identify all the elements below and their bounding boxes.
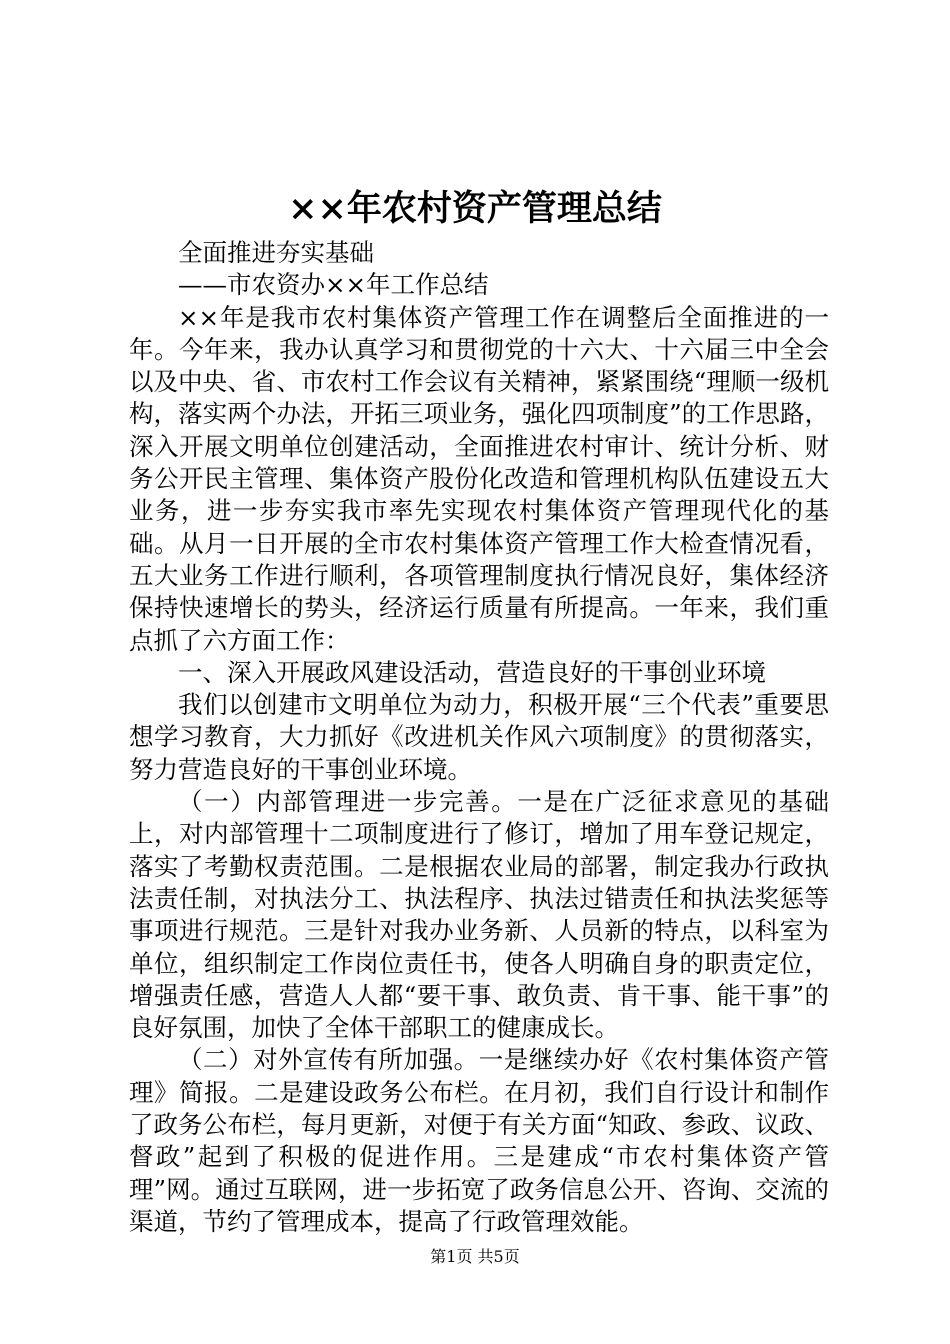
page-number-footer: 第1页 共5页	[430, 1247, 520, 1266]
document-title: ××年农村资产管理总结	[288, 188, 662, 229]
subtitle-line: 全面推进夯实基础	[178, 238, 374, 267]
section-heading-1: 一、深入开展政风建设活动，营造良好的干事创业环境	[178, 657, 766, 687]
subtitle-source-line: ——市农资办××年工作总结	[178, 270, 489, 300]
paragraph-section-1: 我们以创建市文明单位为动力，积极开展“三个代表”重要思想学习教育，大力抓好《改进机关作风六项制度》的贯彻落实，努力营造良好的干事创业环境。	[129, 690, 829, 784]
document-body	[129, 237, 829, 1238]
paragraph-subsection-2: （二）对外宣传有所加强。一是继续办好《农村集体资产管理》简报。二是建设政务公布栏。在月初，我们自行设计和制作了政务公布栏，每月更新，对便于有关方面“知政、参政、议政、督政”起到了积极的促进作用。三是建成“市农村集体资产管理”网。通过互联网，进一步拓宽了政务信息公开、咨询、交流的渠道，节约了管理成本，提高了行政管理效能。	[129, 1045, 829, 1236]
paragraph-intro: ××年是我市农村集体资产管理工作在调整后全面推进的一年。今年来，我办认真学习和贯彻党的十六大、十六届三中全会以及中央、省、市农村工作会议有关精神，紧紧围绕“理顺一级机构，落实两个办法，开拓三项业务，强化四项制度”的工作思路，深入开展文明单位创建活动，全面推进农村审计、统计分析、财务公开民主管理、集体资产股份化改造和管理机构队伍建设五大业务，进一步夯实我市率先实现农村集体资产管理现代化的基础。从月一日开展的全市农村集体资产管理工作大检查情况看，五大业务工作进行顺利，各项管理制度执行情况良好，集体经济保持快速增长的势头，经济运行质量有所提高。一年来，我们重点抓了六方面工作：	[129, 302, 829, 655]
paragraph-subsection-1: （一）内部管理进一步完善。一是在广泛征求意见的基础上，对内部管理十二项制度进行了修订，增加了用车登记规定，落实了考勤权责范围。二是根据农业局的部署，制定我办行政执法责任制，对执法分工、执法程序、执法过错责任和执法奖惩等事项进行规范。三是针对我办业务新、人员新的特点，以科室为单位，组织制定工作岗位责任书，使各人明确自身的职责定位，增强责任感，营造人人都“要干事、敢负责、肯干事、能干事”的良好氛围，加快了全体干部职工的健康成长。	[129, 787, 829, 1043]
